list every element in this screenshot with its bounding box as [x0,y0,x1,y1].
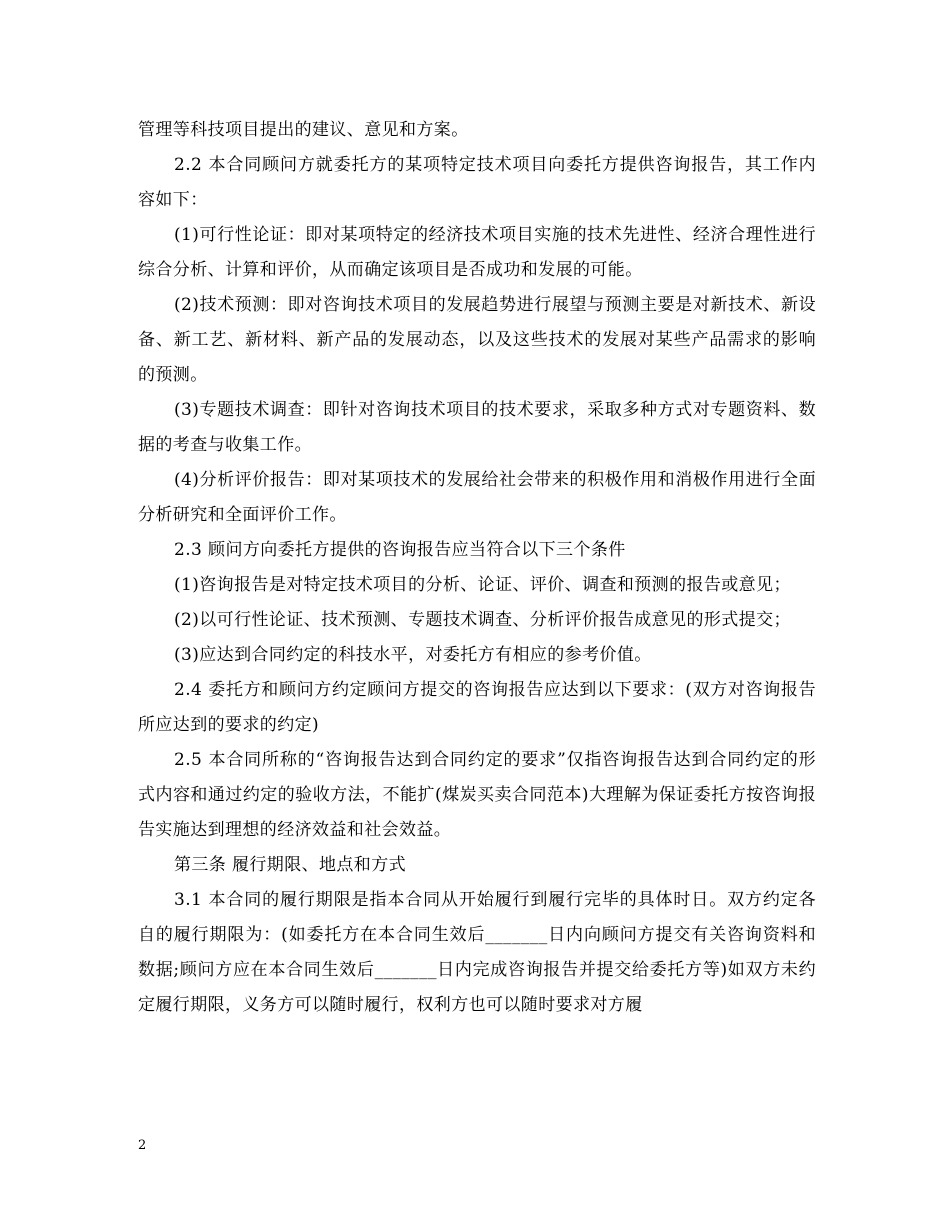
paragraph: 2.4 委托方和顾问方约定顾问方提交的咨询报告应达到以下要求：(双方对咨询报告所应达到的要求的约定) [138,680,816,735]
paragraph: 2.5 本合同所称的“咨询报告达到合同约定的要求”仅指咨询报告达到合同约定的形式内容和通过约定的验收方法，不能扩(煤炭买卖合同范本)大理解为保证委托方按咨询报告实施达到理想的经济效益和社会效益。 [138,750,816,840]
article-heading: 第三条 履行期限、地点和方式 [174,855,407,875]
paragraph: (2)以可行性论证、技术预测、专题技术调查、分析评价报告成意见的形式提交； [174,610,791,630]
document-body [138,113,816,1023]
page-number: 2 [138,1138,147,1153]
paragraph: (3)专题技术调查：即针对咨询技术项目的技术要求，采取多种方式对专题资料、数据的考查与收集工作。 [138,400,816,455]
paragraph: 2.2 本合同顾问方就委托方的某项特定技术项目向委托方提供咨询报告，其工作内容如下： [138,155,816,210]
paragraph: (3)应达到合同约定的科技水平，对委托方有相应的参考价值。 [174,645,652,665]
paragraph: (1)咨询报告是对特定技术项目的分析、论证、评价、调查和预测的报告或意见； [174,575,791,595]
paragraph: (1)可行性论证：即对某项特定的经济技术项目实施的技术先进性、经济合理性进行综合分析、计算和评价，从而确定该项目是否成功和发展的可能。 [138,225,816,280]
paragraph: (2)技术预测：即对咨询技术项目的发展趋势进行展望与预测主要是对新技术、新设备、新工艺、新材料、新产品的发展动态，以及这些技术的发展对某些产品需求的影响的预测。 [138,295,816,385]
paragraph: 3.1 本合同的履行期限是指本合同从开始履行到履行完毕的具体时日。双方约定各自的履行期限为：(如委托方在本合同生效后_______日内向顾问方提交有关咨询资料和数据;顾问方应在本合同生效后_______日内完成咨询报告并提交给委托方等)如双方未约定履行期限，义务方可以随时履行，权利方也可以随时要求对方履 [138,890,816,1015]
paragraph: (4)分析评价报告：即对某项技术的发展给社会带来的积极作用和消极作用进行全面分析研究和全面评价工作。 [138,470,816,525]
paragraph: 管理等科技项目提出的建议、意见和方案。 [138,120,469,140]
section-heading: 2.3 顾问方向委托方提供的咨询报告应当符合以下三个条件 [174,540,626,560]
